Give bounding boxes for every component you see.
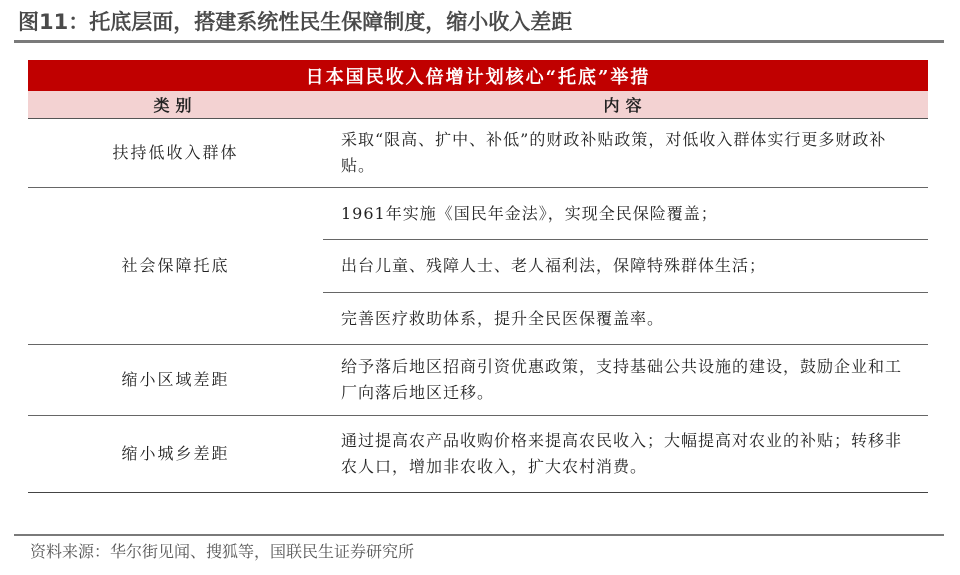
category-cell: 缩小区域差距 bbox=[28, 345, 323, 416]
category-cell: 社会保障托底 bbox=[28, 188, 323, 345]
content-cell: 出台儿童、残障人士、老人福利法，保障特殊群体生活； bbox=[323, 240, 928, 293]
table-header-row bbox=[28, 91, 928, 119]
content-cell: 完善医疗救助体系，提升全民医保覆盖率。 bbox=[323, 293, 928, 345]
table-banner: 日本国民收入倍增计划核心“托底”举措 bbox=[28, 60, 928, 91]
source-divider bbox=[14, 534, 944, 536]
content-cell: 给予落后地区招商引资优惠政策，支持基础公共设施的建设，鼓励企业和工厂向落后地区迁移。 bbox=[323, 345, 928, 416]
table-row bbox=[28, 119, 928, 188]
table-banner-row bbox=[28, 60, 928, 91]
category-cell: 扶持低收入群体 bbox=[28, 119, 323, 188]
measures-table-container bbox=[28, 60, 928, 493]
title-divider bbox=[14, 40, 944, 43]
category-cell: 缩小城乡差距 bbox=[28, 416, 323, 493]
table-row bbox=[28, 416, 928, 493]
content-cell: 1961年实施《国民年金法》，实现全民保险覆盖； bbox=[323, 188, 928, 240]
source-note: 资料来源：华尔街见闻、搜狐等，国联民生证券研究所 bbox=[30, 542, 415, 561]
table-row bbox=[28, 345, 928, 416]
header-content: 内容 bbox=[323, 91, 928, 119]
table-row bbox=[28, 188, 928, 240]
content-cell: 采取“限高、扩中、补低”的财政补贴政策，对低收入群体实行更多财政补贴。 bbox=[323, 119, 928, 188]
measures-table bbox=[28, 60, 928, 493]
header-category: 类别 bbox=[28, 91, 323, 119]
figure-title: 图11：托底层面，搭建系统性民生保障制度，缩小收入差距 bbox=[18, 10, 573, 34]
content-cell: 通过提高农产品收购价格来提高农民收入；大幅提高对农业的补贴；转移非农人口，增加非农收入，扩大农村消费。 bbox=[323, 416, 928, 493]
